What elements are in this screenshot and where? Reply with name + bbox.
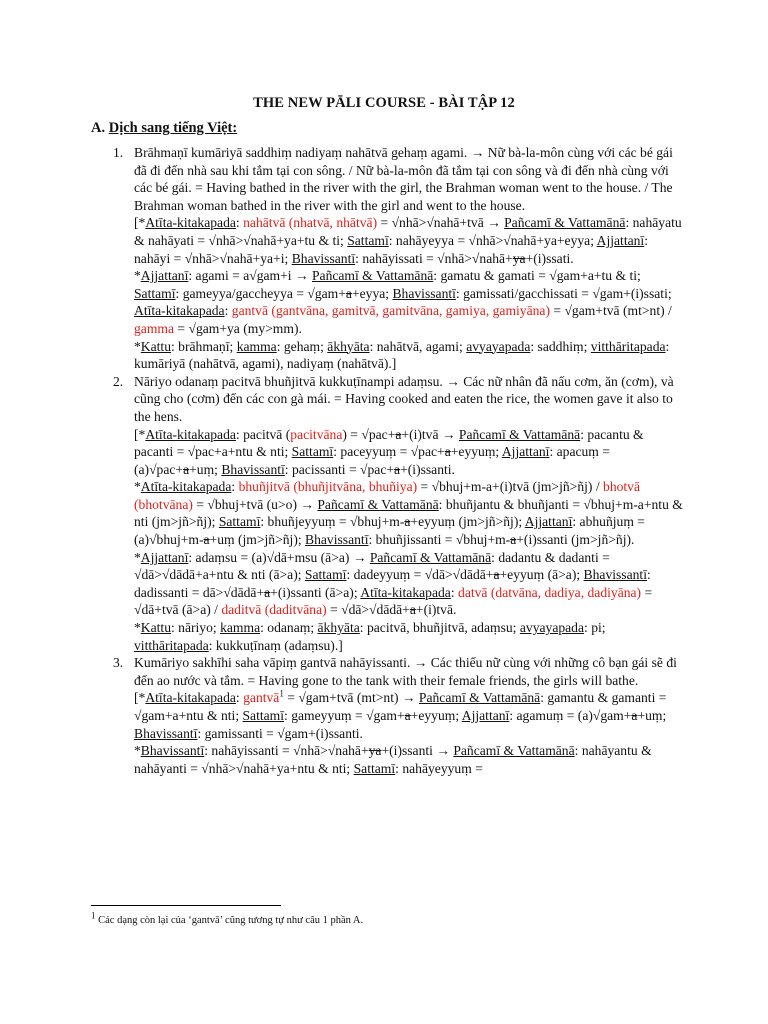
footnote-mark: 1 bbox=[91, 910, 96, 921]
exercise-list bbox=[91, 144, 683, 777]
exercise-number: 2. bbox=[113, 373, 124, 389]
footnote-separator bbox=[91, 905, 281, 906]
footnote-text: Các dạng còn lại của ‘gantvā’ cũng tương tự như câu 1 phần A. bbox=[98, 915, 364, 926]
page-title: THE NEW PĀLI COURSE - BÀI TẬP 12 bbox=[253, 95, 515, 111]
exercise-text: Brāhmaṇī kumāriyā saddhiṃ nadiyaṃ nahātvā gehaṃ agami. → Nữ bà-la-môn cùng với các bé gái đã đi đến nhà sau khi tắm tại con sông. / Nữ bà-la-môn đã tắm tại con sông và đi đến nhà cùng với các bé gái. = Having bathed in the river with the girl, the Brahman woman went to the house. / The Brahman woman bathed in the river with the girl and went to the house. [*Atīta-kitakapada: nahātvā (nhatvā, nhātvā) = √nhā>√nahā+tvā → Pañcamī & Vattamānā: nahāyatu & nahāyati = √nhā>√nahā+ya+tu & ti; Sattamī: nahāyeyya = √nhā>√nahā+ya+eyya; Ajjattanī: nahāyi = √nhā>√nahā+ya+i; Bhavissantī: nahāyissati = √nhā>√nahā+ya+(i)ssati. *Ajjattanī: agami = a√gam+i → Pañcamī & Vattamānā: gamatu & gamati = √gam+a+tu & ti; Sattamī: gameyya/gaccheyya = √gam+a+eyya; Bhavissantī: gamissati/gacchissati = √gam+(i)ssati; Atīta-kitakapada: gantvā (gantvāna, gamitvā, gamitvāna, gamiya, gamiyāna) = √gam+tvā (mt>nt) / gamma = √gam+ya (my>mm). *Kattu: brāhmaṇī; kamma: gehaṃ; ākhyāta: nahātvā, agami; avyayapada: saddhiṃ; vitthāritapada: kumāriyā (nahātvā, agami), nadiyaṃ (nahātvā).] bbox=[134, 145, 682, 372]
exercise-item-3 bbox=[91, 654, 683, 777]
exercise-text: Kumāriyo sakhīhi saha vāpiṃ gantvā nahāyissanti. → Các thiếu nữ cùng với những cô bạn gái sẽ đi đến ao nước và tắm. = Having gone to the tank with their female friends, the girls will bathe. [*Atīta-kitakapada: gantvā$^1$ = √gam+tvā (mt>nt) → Pañcamī & Vattamānā: gamantu & gamanti = √gam+a+ntu & nti; Sattamī: gameyyuṃ = √gam+a+eyyuṃ; Ajjattanī: agamuṃ = (a)√gam+a+uṃ; Bhavissantī: gamissanti = √gam+(i)ssanti. *Bhavissantī: nahāyissanti = √nhā>√nahā+ya+(i)ssanti → Pañcamī & Vattamānā: nahāyantu & nahāyanti = √nhā>√nahā+ya+ntu & nti; Sattamī: nahāyeyyuṃ = bbox=[134, 655, 677, 776]
footnote bbox=[91, 910, 364, 926]
section-heading bbox=[91, 120, 237, 137]
section-label: Dịch sang tiếng Việt: bbox=[108, 120, 238, 136]
exercise-number: 1. bbox=[113, 145, 124, 160]
exercise-item-1 bbox=[91, 144, 683, 373]
exercise-text: Nāriyo odanaṃ pacitvā bhuñjitvā kukkuṭīnampi adaṃsu. → Các nữ nhân đã nấu cơm, ăn (cơm), và cũng cho (cơm) đến các con gà mái. = Having cooked and eaten the rice, the women gave it also to the hens. [*Atīta-kitakapada: pacitvā (pacitvāna) = √pac+a+(i)tvā → Pañcamī & Vattamānā: pacantu & pacanti = √pac+a+ntu & nti; Sattamī: paceyyuṃ = √pac+a+eyyuṃ; Ajjattanī: apacuṃ = (a)√pac+a+uṃ; Bhavissantī: pacissanti = √pac+a+(i)ssanti. *Atīta-kitakapada: bhuñjitvā (bhuñjitvāna, bhuñiya) = √bhuj+m-a+(i)tvā (jm>jñ>ñj) / bhotvā (bhotvāna) = √bhuj+tvā (u>o) → Pañcamī & Vattamānā: bhuñjantu & bhuñjanti = √bhuj+m-a+ntu & nti (jm>jñ>ñj); Sattamī: bhuñjeyyuṃ = √bhuj+m-a+eyyuṃ (jm>jñ>ñj); Ajjattanī: abhuñjuṃ = (a)√bhuj+m-a+uṃ (jm>jñ>ñj); Bhavissantī: bhuñjissanti = √bhuj+m-a+(i)ssanti (jm>jñ>ñj). *Ajjattanī: adaṃsu = (a)√dā+msu (ā>a) → Pañcamī & Vattamānā: dadantu & dadanti = √dā>√dādā+a+ntu & nti (ā>a); Sattamī: dadeyyuṃ = √dā>√dādā+a+eyyuṃ (ā>a); Bhavissantī: dadissanti = dā>√dādā+a+(i)ssanti (ā>a); Atīta-kitakapada: datvā (datvāna, dadiya, dadiyāna) = √dā+tvā (ā>a) / daditvā (daditvāna) = √dā>√dādā+a+(i)tvā. *Kattu: nāriyo; kamma: odanaṃ; ākhyāta: pacitvā, bhuñjitvā, adaṃsu; avyayapada: pi; vitthāritapada: kukkuṭīnaṃ (adaṃsu).] bbox=[134, 373, 683, 653]
exercise-number: 3. bbox=[113, 655, 124, 671]
exercise-item-2 bbox=[91, 373, 683, 655]
section-letter: A. bbox=[91, 120, 106, 136]
